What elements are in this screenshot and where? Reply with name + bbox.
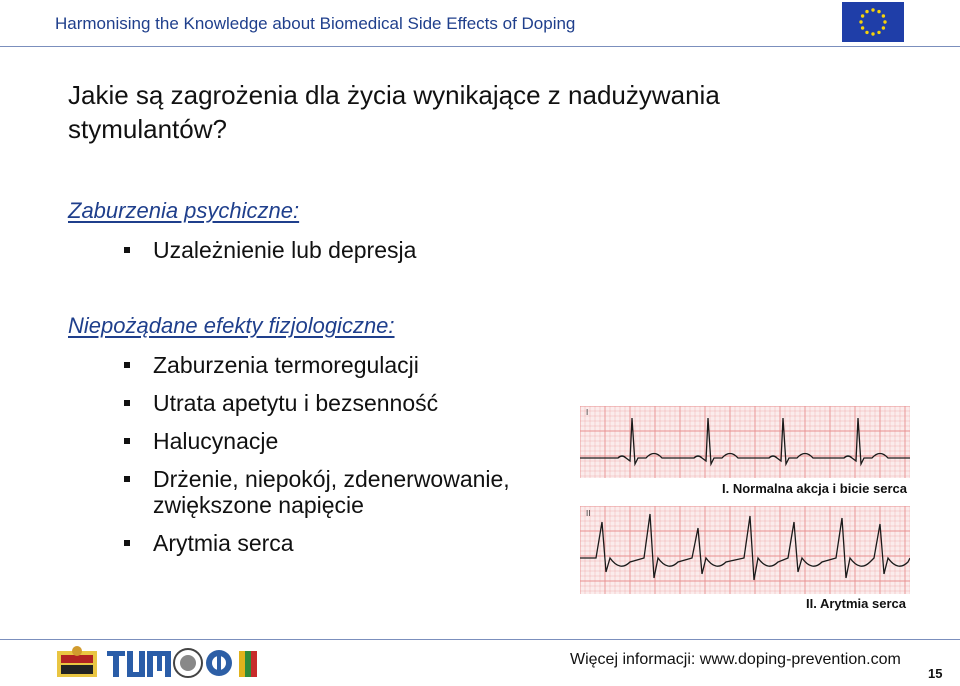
eu-star-icon [859,20,862,23]
eu-star-icon [861,26,864,29]
ecg-arrhythmia-caption: II. Arytmia serca [806,596,906,611]
eu-star-icon [865,10,868,13]
list-item [124,466,573,518]
list-item-text: Utrata apetytu i bezsenność [153,390,439,416]
list-item [124,428,573,454]
university-seal-logo [174,649,202,677]
ecg-lead-label-1: I [586,408,589,417]
slide-title: Jakie są zagrożenia dla życia wynikające z nadużywania stymulantów? [68,80,720,144]
bullet-list-psychic [124,237,416,275]
eu-star-icon [865,31,868,34]
list-item [124,237,416,263]
eu-star-icon [871,32,874,35]
list-item-text: Zaburzenia termoregulacji [153,352,419,378]
list-item-text: Uzależnienie lub depresja [153,237,417,263]
list-item [124,352,573,378]
eu-star-icon [861,14,864,17]
ecg-normal-panel [580,406,910,496]
ecg-normal-caption: I. Normalna akcja i bicie serca [722,481,907,496]
header-divider [0,46,960,47]
section-heading-physiological: Niepożądane efekty fizjologiczne: [68,313,395,338]
flag-logo [239,651,257,677]
eu-star-icon [877,10,880,13]
ecg-lead-label-2: II [586,509,591,518]
partner-logos [55,645,265,681]
footer-divider [0,639,960,640]
section-heading-psychic: Zaburzenia psychiczne: [68,198,300,223]
eu-star-icon [883,20,886,23]
bullet-icon [124,362,130,368]
eu-star-icon [871,8,874,11]
list-item-text: Drżenie, niepokój, zdenerwowanie, zwiększone napięcie [153,466,510,518]
list-item-text: Halucynacje [153,428,279,454]
list-item [124,530,573,556]
bullet-icon [124,438,130,444]
bullet-icon [124,400,130,406]
ecg-arrhythmia-panel [580,506,910,612]
medical-logo [206,650,232,676]
page-number: 15 [928,666,943,681]
eu-star-icon [877,31,880,34]
eu-star-icon [882,14,885,17]
bullet-icon [124,540,130,546]
ecg-normal-strip [580,406,910,478]
bullet-icon [124,247,130,253]
footer-info: Więcej informacji: www.doping-prevention.com [570,651,901,668]
eu-star-icon [882,26,885,29]
bullet-icon [124,476,130,482]
list-item [124,390,573,416]
list-item-text: Arytmia serca [153,530,294,556]
tum-logo [107,651,171,677]
bullet-list-physiological [124,352,573,568]
ecg-arrhythmia-strip [580,506,910,594]
cologne-seal-logo [57,646,97,677]
header-title: Harmonising the Knowledge about Biomedical Side Effects of Doping [55,14,576,33]
eu-flag-logo [842,2,904,42]
